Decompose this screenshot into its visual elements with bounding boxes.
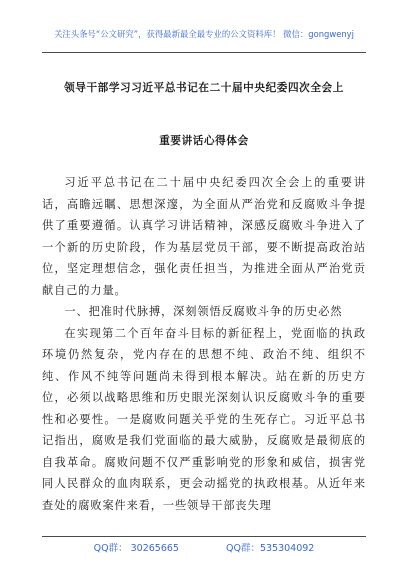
footer-divider (42, 536, 366, 537)
footer (42, 540, 366, 554)
body-paragraph: 习近平总书记在二十届中央纪委四次全会上的重要讲话，高瞻远瞩、思想深邃，为全面从严治党和反腐败斗争提供了重要遵循。认真学习讲话精神，深感反腐败斗争进入了一个新的历史阶段，作为基层党员干部，要不断提高政治站位，坚定理想信念，强化责任担当，为推进全面从严治党贡献自己的力量。 (42, 176, 366, 297)
footer-qq-group-1: QQ群： 30265665 (93, 543, 179, 554)
document-body (42, 172, 366, 516)
document-title-line-2: 重要讲话心得体会 (159, 135, 249, 147)
header-banner: 关注头条号“公文研究”，获得最新最全最专业的公文资料库！ 微信：gongwenyj (54, 29, 354, 39)
section-heading: 一、把准时代脉搏，深刻领悟反腐败斗争的历史必然 (64, 305, 343, 318)
footer-qq-group-2: QQ群：535304092 (226, 543, 315, 554)
document-title-line-1: 领导干部学习习近平总书记在二十届中央纪委四次全会上 (64, 82, 344, 94)
body-paragraph: 在实现第二个百年奋斗目标的新征程上，党面临的执政环境仍然复杂，党内存在的思想不纯、政治不纯、组织不纯、作风不纯等问题尚未得到根本解决。站在新的历史方位，必须以战略思维和历史眼光深刻认识反腐败斗争的重要性和必要性。一是腐败问题关乎党的生死存亡。习近平总书记指出，腐败是我们党面临的最大威胁，反腐败是最彻底的自我革命。腐败问题不仅严重影响党的形象和威信，损害党同人民群众的血肉联系，更会动摇党的执政根基。从近年来查处的腐败案件来看，一些领导干部丧失理 (42, 326, 366, 512)
header-divider (42, 52, 366, 53)
